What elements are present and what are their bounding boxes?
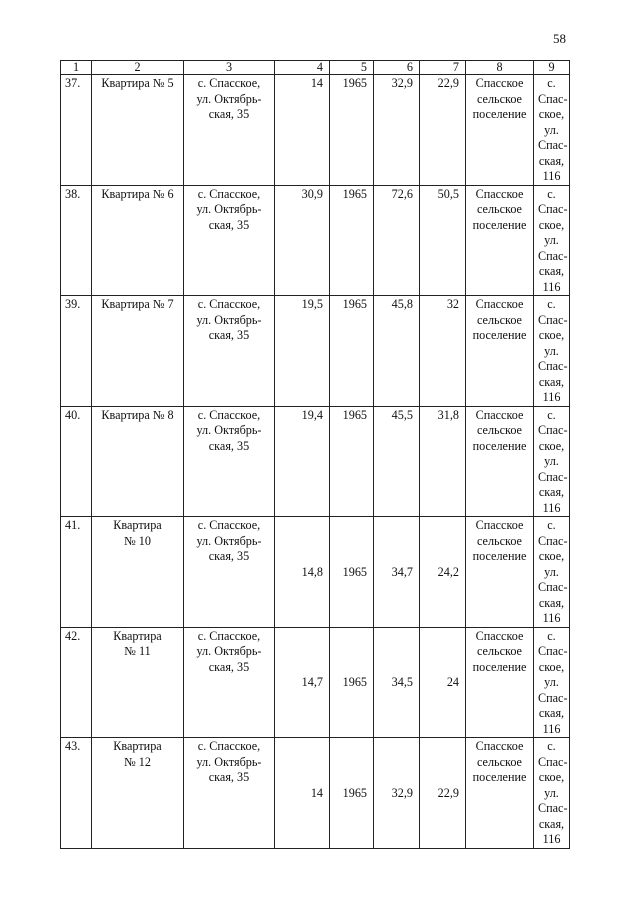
row-number-cell: 39. <box>61 296 92 407</box>
area-cell: 19,5 <box>275 296 330 407</box>
property-registry-table <box>60 60 570 849</box>
value-cell: 32,9 <box>374 75 420 186</box>
value-cell: 32,9 <box>374 738 420 849</box>
value-cell: 45,5 <box>374 406 420 517</box>
owner-cell: Спасское сельское поселение <box>466 738 534 849</box>
area-cell: 14 <box>275 738 330 849</box>
table-row <box>61 738 570 849</box>
value-cell: 24,2 <box>420 517 466 628</box>
row-number-cell: 37. <box>61 75 92 186</box>
location-cell: с. Спас- ское, ул. Спас- ская, 116 <box>534 627 570 738</box>
owner-cell: Спасское сельское поселение <box>466 627 534 738</box>
area-cell: 14,8 <box>275 517 330 628</box>
area-cell: 30,9 <box>275 185 330 296</box>
column-header: 2 <box>92 61 184 75</box>
year-cell: 1965 <box>330 406 374 517</box>
owner-cell: Спасское сельское поселение <box>466 517 534 628</box>
location-cell: с. Спас- ское, ул. Спас- ская, 116 <box>534 738 570 849</box>
column-header: 5 <box>330 61 374 75</box>
owner-cell: Спасское сельское поселение <box>466 185 534 296</box>
object-name-cell: Квартира № 7 <box>92 296 184 407</box>
location-cell: с. Спас- ское, ул. Спас- ская, 116 <box>534 406 570 517</box>
column-header: 7 <box>420 61 466 75</box>
row-number-cell: 42. <box>61 627 92 738</box>
object-name-cell: Квартира № 11 <box>92 627 184 738</box>
owner-cell: Спасское сельское поселение <box>466 406 534 517</box>
object-name-cell: Квартира № 12 <box>92 738 184 849</box>
area-cell: 14,7 <box>275 627 330 738</box>
column-header: 9 <box>534 61 570 75</box>
value-cell: 72,6 <box>374 185 420 296</box>
table-body <box>61 75 570 849</box>
value-cell: 31,8 <box>420 406 466 517</box>
table-row <box>61 185 570 296</box>
year-cell: 1965 <box>330 517 374 628</box>
table-row <box>61 75 570 186</box>
value-cell: 50,5 <box>420 185 466 296</box>
row-number-cell: 40. <box>61 406 92 517</box>
object-name-cell: Квартира № 10 <box>92 517 184 628</box>
address-cell: с. Спасское, ул. Октябрь- ская, 35 <box>184 517 275 628</box>
address-cell: с. Спасское, ул. Октябрь- ская, 35 <box>184 296 275 407</box>
owner-cell: Спасское сельское поселение <box>466 296 534 407</box>
row-number-cell: 43. <box>61 738 92 849</box>
address-cell: с. Спасское, ул. Октябрь- ская, 35 <box>184 738 275 849</box>
location-cell: с. Спас- ское, ул. Спас- ская, 116 <box>534 296 570 407</box>
value-cell: 24 <box>420 627 466 738</box>
column-header: 6 <box>374 61 420 75</box>
object-name-cell: Квартира № 6 <box>92 185 184 296</box>
value-cell: 22,9 <box>420 75 466 186</box>
column-number-row <box>61 61 570 75</box>
object-name-cell: Квартира № 5 <box>92 75 184 186</box>
table-row <box>61 517 570 628</box>
year-cell: 1965 <box>330 738 374 849</box>
table-row <box>61 296 570 407</box>
address-cell: с. Спасское, ул. Октябрь- ская, 35 <box>184 406 275 517</box>
address-cell: с. Спасское, ул. Октябрь- ская, 35 <box>184 75 275 186</box>
table-row <box>61 627 570 738</box>
value-cell: 34,7 <box>374 517 420 628</box>
value-cell: 34,5 <box>374 627 420 738</box>
column-header: 8 <box>466 61 534 75</box>
value-cell: 45,8 <box>374 296 420 407</box>
location-cell: с. Спас- ское, ул. Спас- ская, 116 <box>534 75 570 186</box>
row-number-cell: 41. <box>61 517 92 628</box>
area-cell: 19,4 <box>275 406 330 517</box>
table-row <box>61 406 570 517</box>
location-cell: с. Спас- ское, ул. Спас- ская, 116 <box>534 185 570 296</box>
location-cell: с. Спас- ское, ул. Спас- ская, 116 <box>534 517 570 628</box>
row-number-cell: 38. <box>61 185 92 296</box>
page-number: 58 <box>553 31 566 46</box>
column-header: 4 <box>275 61 330 75</box>
address-cell: с. Спасское, ул. Октябрь- ская, 35 <box>184 185 275 296</box>
object-name-cell: Квартира № 8 <box>92 406 184 517</box>
owner-cell: Спасское сельское поселение <box>466 75 534 186</box>
value-cell: 22,9 <box>420 738 466 849</box>
year-cell: 1965 <box>330 296 374 407</box>
year-cell: 1965 <box>330 75 374 186</box>
column-header: 3 <box>184 61 275 75</box>
year-cell: 1965 <box>330 185 374 296</box>
address-cell: с. Спасское, ул. Октябрь- ская, 35 <box>184 627 275 738</box>
value-cell: 32 <box>420 296 466 407</box>
column-header: 1 <box>61 61 92 75</box>
area-cell: 14 <box>275 75 330 186</box>
year-cell: 1965 <box>330 627 374 738</box>
